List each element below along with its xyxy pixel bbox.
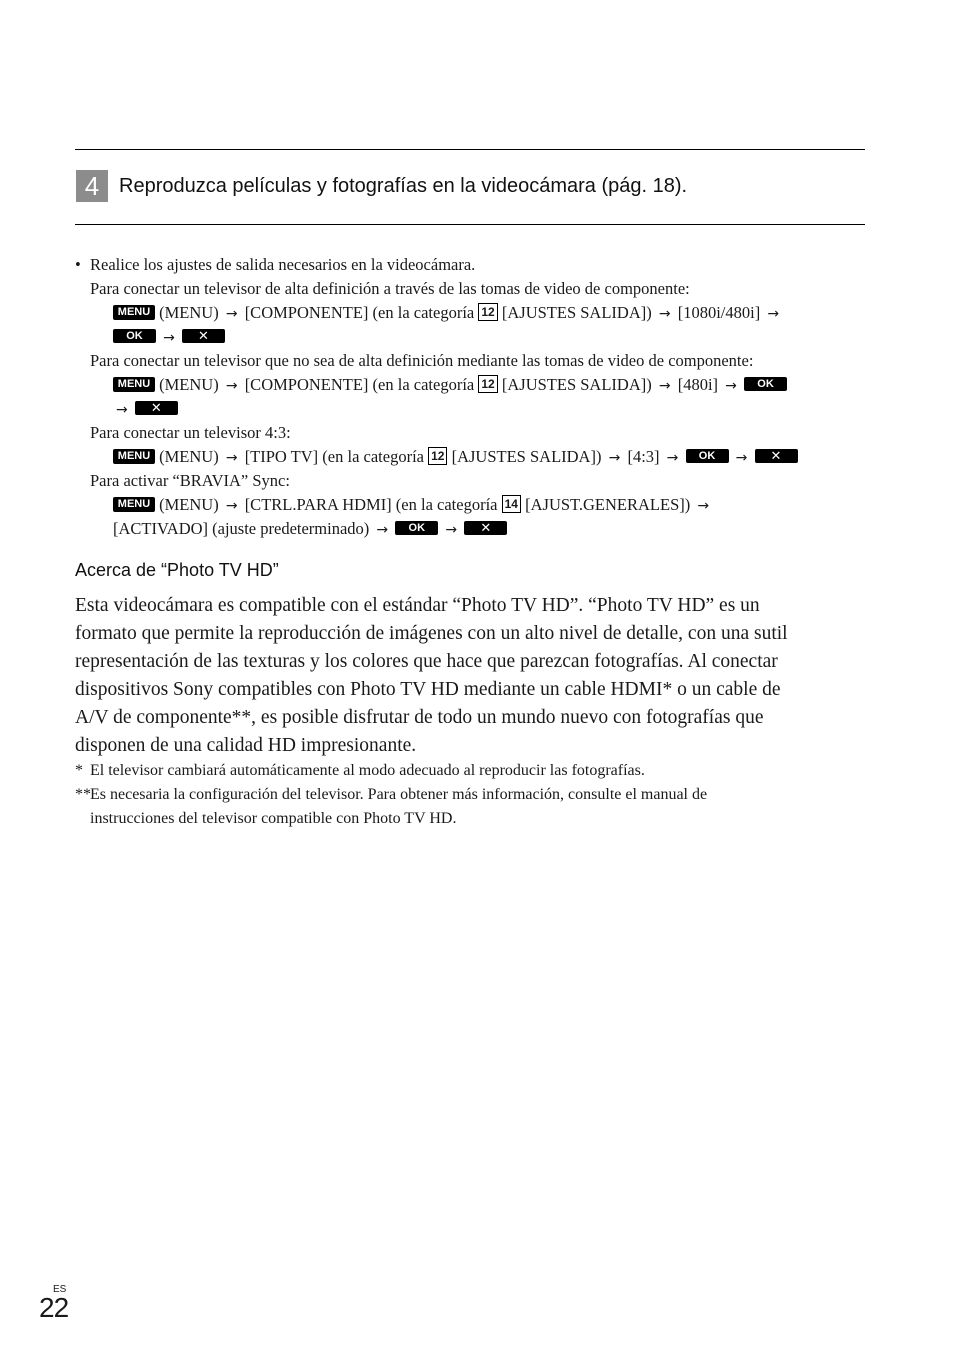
step-text: [AJUSTES SALIDA]) [501, 375, 652, 394]
paragraph-line: Esta videocámara es compatible con el estándar “Photo TV HD”. “Photo TV HD” es un [75, 595, 760, 616]
category-icon: 12 [428, 447, 447, 465]
step-text: (MENU) [159, 447, 219, 466]
intro-line [75, 253, 875, 277]
menu-key-icon: MENU [113, 377, 155, 392]
ok-key-icon: OK [744, 377, 787, 391]
hd-component-steps-cont [75, 325, 875, 349]
arrow-icon: → [225, 378, 238, 394]
bullet-icon: • [75, 255, 81, 274]
footnote-text: Es necesaria la configuración del televisor. Para obtener más información, consulte el manual de [90, 786, 708, 803]
bottom-rule [75, 224, 865, 225]
step-text: (MENU) [159, 375, 219, 394]
step-text: [ACTIVADO] (ajuste predeterminado) [113, 519, 370, 538]
page-number: 22 [39, 1292, 69, 1323]
step-text: [AJUST.GENERALES]) [525, 495, 691, 514]
footnote-2 [75, 783, 875, 807]
step-text: [COMPONENTE] (en la categoría [244, 375, 475, 394]
hd-component-label: Para conectar un televisor de alta definición a través de las tomas de video de componente: [90, 279, 690, 298]
top-rule [75, 149, 865, 150]
paragraph-line: A/V de componente**, es posible disfrutar de todo un mundo nuevo con fotografías que [75, 707, 764, 728]
step-header [76, 170, 687, 202]
step-number-badge: 4 [76, 170, 108, 202]
arrow-icon: → [725, 378, 737, 394]
sd-component-steps-cont [75, 397, 875, 421]
category-icon: 12 [478, 303, 497, 321]
footnote-1 [75, 759, 875, 783]
arrow-icon: → [163, 330, 175, 346]
paragraph-line: disponen de una calidad HD impresionante. [75, 735, 417, 756]
step-text: (MENU) [159, 303, 219, 322]
step-text: [1080i/480i] [677, 303, 761, 322]
instructions [75, 253, 875, 541]
ok-key-icon: OK [686, 449, 729, 463]
bravia-steps [75, 493, 875, 517]
arrow-icon: → [735, 450, 748, 466]
sd-component-steps [75, 373, 875, 397]
photo-tv-paragraph [75, 592, 865, 760]
sd-component-label: Para conectar un televisor que no sea de alta definición mediante las tomas de video de componente: [90, 351, 754, 370]
arrow-icon: → [658, 378, 671, 394]
step-text: [AJUSTES SALIDA]) [501, 303, 652, 322]
arrow-icon: → [666, 450, 679, 466]
ok-key-icon: OK [395, 521, 438, 535]
step-text: [COMPONENTE] (en la categoría [244, 303, 475, 322]
category-icon: 14 [502, 495, 521, 513]
footnote-2-cont: instrucciones del televisor compatible con Photo TV HD. [90, 810, 457, 827]
arrow-icon: → [225, 450, 238, 466]
step-text: [4:3] [627, 447, 660, 466]
paragraph-line: representación de las texturas y los colores que hace que parezcan fotografías. Al conectar [75, 651, 778, 672]
tv43-steps [75, 445, 875, 469]
paragraph-line: formato que permite la reproducción de imágenes con un alto nivel de detalle, con una sutil [75, 623, 788, 644]
step-text: [AJUSTES SALIDA]) [451, 447, 602, 466]
menu-key-icon: MENU [113, 305, 155, 320]
arrow-icon: → [767, 306, 780, 322]
step-text: [CTRL.PARA HDMI] (en la categoría [244, 495, 498, 514]
footnote-text: El televisor cambiará automáticamente al modo adecuado al reproducir las fotografías. [90, 762, 645, 779]
language-code: ES [53, 1284, 67, 1295]
ok-key-icon: OK [113, 329, 156, 343]
footnotes [75, 759, 875, 831]
close-key-icon: ✕ [755, 449, 798, 463]
step-title: Reproduzca películas y fotografías en la videocámara (pág. 18). [119, 174, 688, 197]
step-text: [480i] [677, 375, 719, 394]
arrow-icon: → [225, 306, 238, 322]
footnote-mark: ** [75, 786, 91, 803]
category-icon: 12 [478, 375, 497, 393]
close-key-icon: ✕ [464, 521, 507, 535]
close-key-icon: ✕ [135, 401, 178, 415]
step-text: (MENU) [159, 495, 219, 514]
menu-key-icon: MENU [113, 449, 155, 464]
close-key-icon: ✕ [182, 329, 225, 343]
hd-component-steps [75, 301, 875, 325]
arrow-icon: → [116, 402, 128, 418]
arrow-icon: → [376, 522, 389, 538]
bravia-label: Para activar “BRAVIA” Sync: [90, 471, 290, 490]
step-text: [TIPO TV] (en la categoría [244, 447, 424, 466]
arrow-icon: → [445, 522, 458, 538]
paragraph-line: dispositivos Sony compatibles con Photo TV HD mediante un cable HDMI* o un cable de [75, 679, 781, 700]
arrow-icon: → [658, 306, 671, 322]
tv43-label: Para conectar un televisor 4:3: [90, 423, 291, 442]
bravia-steps-cont [75, 517, 875, 541]
intro-text: Realice los ajustes de salida necesarios en la videocámara. [90, 255, 476, 274]
footnote-mark: * [75, 762, 83, 779]
arrow-icon: → [697, 498, 710, 514]
menu-key-icon: MENU [113, 497, 155, 512]
arrow-icon: → [608, 450, 621, 466]
photo-tv-heading: Acerca de “Photo TV HD” [75, 560, 279, 580]
arrow-icon: → [225, 498, 238, 514]
